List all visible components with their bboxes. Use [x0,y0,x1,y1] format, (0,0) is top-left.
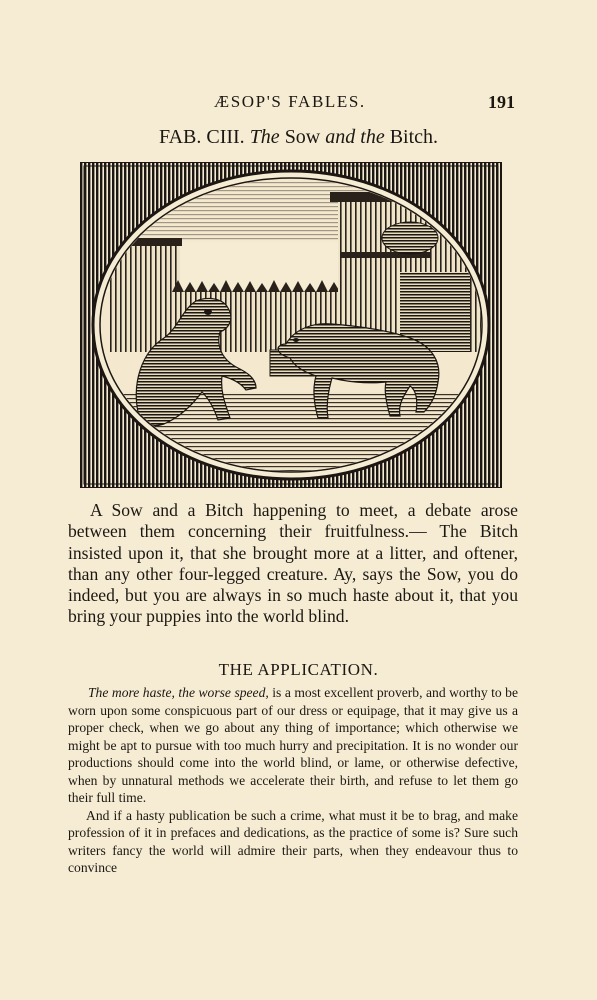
running-title: ÆSOP'S FABLES. [214,92,366,111]
proverb-text: The more haste, the worse speed, [88,685,269,700]
fable-title-sow: Sow [284,126,321,148]
fable-title-the-2: the [360,126,385,148]
application-heading: THE APPLICATION. [218,660,379,679]
running-head [0,92,597,116]
fable-number: FAB. CIII. [158,126,245,148]
fable-title-the: The [249,126,280,148]
fable-title-and: and [325,126,356,148]
fable-heading [0,126,597,149]
application-paragraph-2: And if a hasty publication be such a crime, what must it be to brag, and make profession of it in prefaces and dedications, as the practice of some is? Sure such writers fancy the world will admire their parts, when they endeavour thus to convince [68,807,518,875]
application-paragraph-1-rest: is a most excellent proverb, and worthy to be worn upon some conspicuous part of our dress or equipage, that it may give us a proper check, when we go about any thing of importance; which otherwise we might be apt to pursue with too much hurry and precipitation. It is no wonder our productions should come into the world blind, or lame, or otherwise defective, when by unnatural methods we accelerate their birth, and refuse to let them go their full time. [68,685,518,805]
application-paragraph-1 [68,684,518,807]
woodcut-illustration [80,162,502,488]
fable-body-text [68,500,518,628]
fable-title-bitch: Bitch. [389,126,439,148]
fable-paragraph: A Sow and a Bitch happening to meet, a debate arose between them concerning their fruitfulness.— The Bitch insisted upon it, that she brought more at a litter, and oftener, than any other four-legged creature. Ay, says the Sow, you do indeed, but you are always in so much haste about it, that you bring your puppies into the world blind. [68,500,518,627]
application-text [68,684,518,877]
page-number: 191 [488,92,515,112]
